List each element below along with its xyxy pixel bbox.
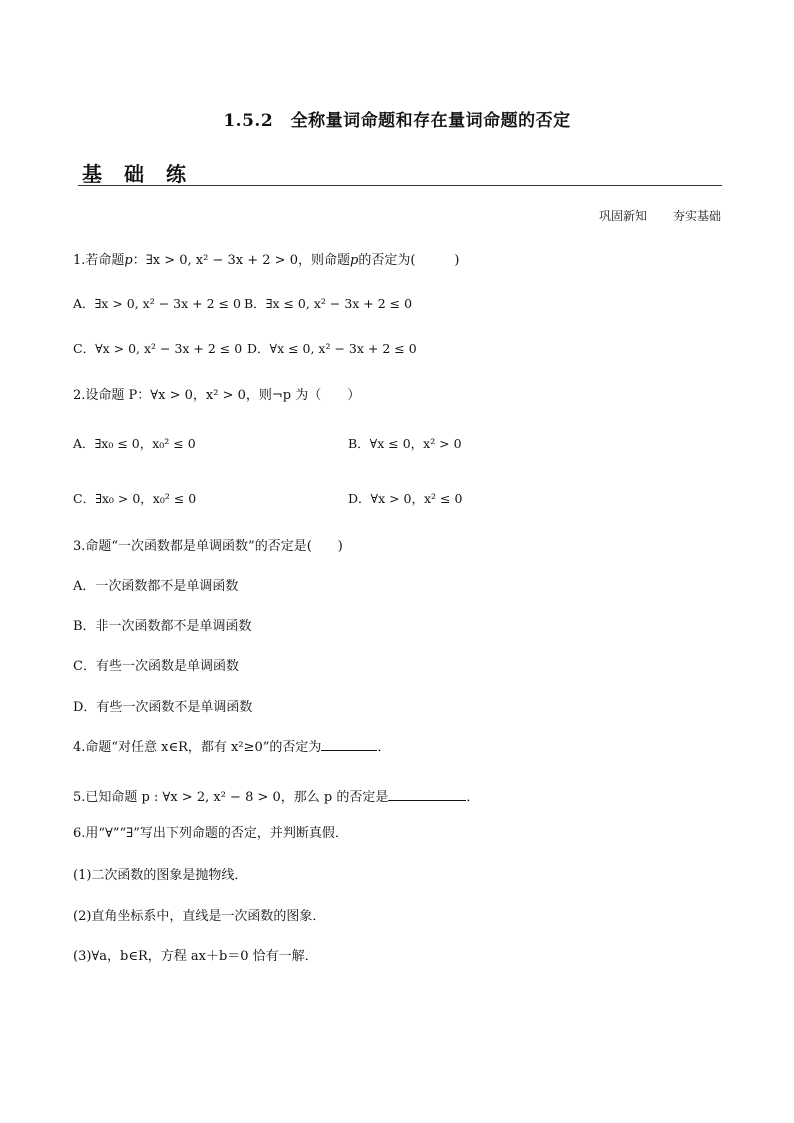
question-3-option-a: A．一次函数都不是单调函数 <box>73 579 239 594</box>
question-5-stem: 5.已知命题 p : ∀x > 2, x² − 8 > 0，那么 p 的否定是 ． <box>73 790 480 805</box>
question-3-option-c: C．有些一次函数是单调函数 <box>73 659 239 674</box>
question-2-option-a: A．∃x₀ ≤ 0，x₀² ≤ 0 <box>73 436 196 451</box>
answer-blank[interactable] <box>388 799 466 801</box>
question-1-option-c: C．∀x > 0, x² − 3x + 2 ≤ 0 <box>73 341 243 356</box>
question-1-stem: 1.若命题p：∃x > 0, x² − 3x + 2 > 0，则命题p的否定为( ) <box>73 253 460 268</box>
question-3-option-b: B．非一次函数都不是单调函数 <box>73 619 252 634</box>
question-1-option-b: B．∃x ≤ 0, x² − 3x + 2 ≤ 0 <box>244 296 413 311</box>
section-title: 基础练 <box>82 162 208 186</box>
question-1-option-a: A．∃x > 0, x² − 3x + 2 ≤ 0 <box>73 296 241 311</box>
question-3-stem: 3.命题“一次函数都是单调函数”的否定是( ) <box>73 539 343 554</box>
tagline-part-1: 巩固新知 <box>598 209 647 223</box>
variable-p: p <box>124 253 133 268</box>
question-1-option-d: D．∀x ≤ 0, x² − 3x + 2 ≤ 0 <box>247 341 417 356</box>
variable-p: p <box>349 253 359 268</box>
section-tagline <box>599 207 721 224</box>
question-6-item-2: (2)直角坐标系中，直线是一次函数的图象． <box>73 909 326 924</box>
question-2-stem: 2.设命题 P：∀x > 0，x² > 0，则¬p 为（ ） <box>73 388 361 403</box>
answer-blank[interactable] <box>321 749 377 751</box>
page-title: 1.5.2 全称量词命题和存在量词命题的否定 <box>223 111 571 131</box>
question-2-option-d: D．∀x > 0，x² ≤ 0 <box>348 491 463 506</box>
question-6-stem: 6.用“∀”“∃”写出下列命题的否定，并判断真假． <box>73 826 348 841</box>
question-2-option-c: C．∃x₀ > 0，x₀² ≤ 0 <box>73 491 197 506</box>
question-6-item-3: (3)∀a，b∈R，方程 ax＋b＝0 恰有一解． <box>73 949 318 964</box>
section-header <box>78 160 722 186</box>
question-6-item-1: (1)二次函数的图象是抛物线． <box>73 868 248 883</box>
question-4-stem: 4.命题“对任意 x∈R，都有 x²≥0”的否定为 ． <box>73 740 391 755</box>
question-3-option-d: D．有些一次函数不是单调函数 <box>73 700 253 715</box>
tagline-part-2: 夯实基础 <box>672 209 721 223</box>
question-2-option-b: B．∀x ≤ 0，x² > 0 <box>348 436 462 451</box>
